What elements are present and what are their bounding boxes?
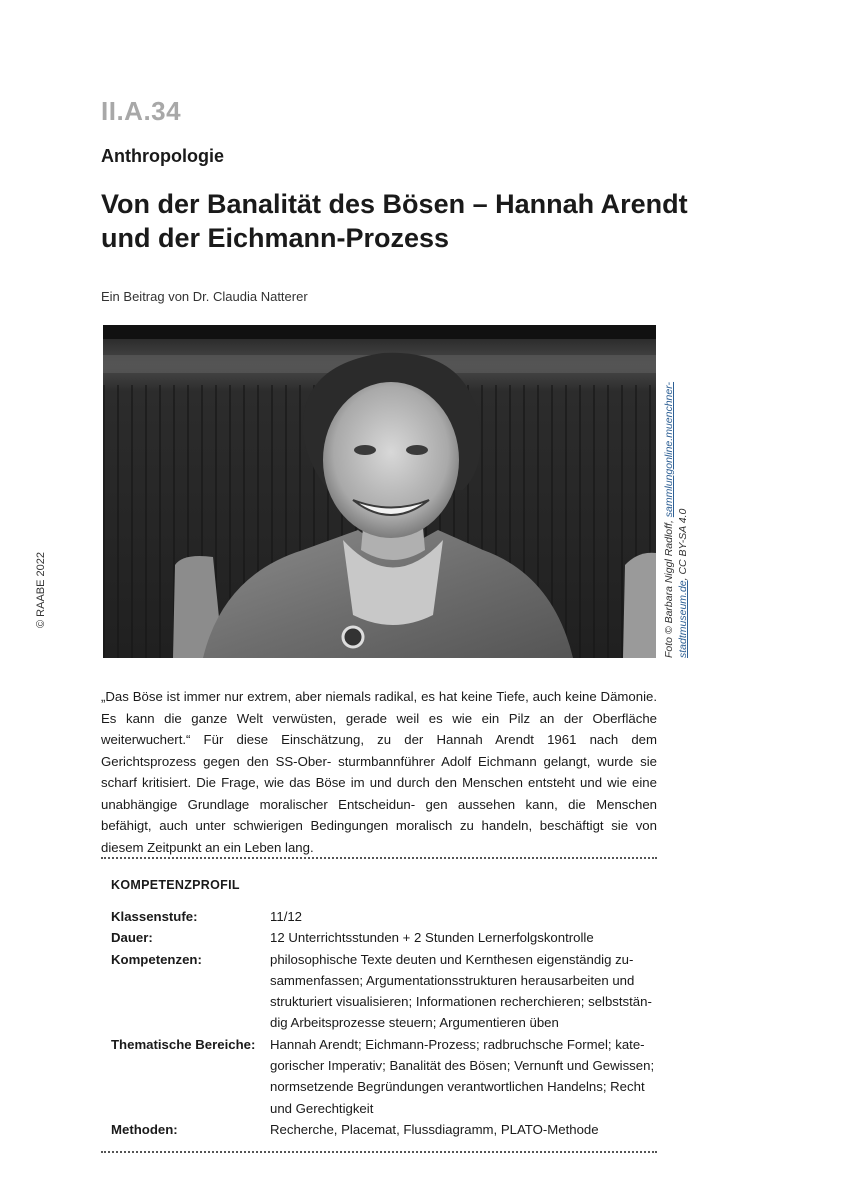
intro-line: kann die ganze Welt verwüsten, gerade weil es wie ein Pilz an der Oberfläche weiterwuchert.“ Für [101,710,657,747]
intro-line: diese Einschätzung, zu der Hannah Arendt 1961 nach dem Gerichtsprozess gegen den SS-Ober- [101,732,657,769]
profile-row [111,949,656,1034]
intro-line: und durch den Menschen entsteht und wie eine unabhängige Grundlage moralischer Entscheidun- [101,775,657,812]
profile-value: Hannah Arendt; Eichmann-Prozess; radbruchsche Formel; kate- gorischer Imperativ; Banalität des Bösen; Vernunft und Gewissen; normsetzende Begründungen verantwortlichen Handelns; Recht und Gerechtigkeit [270,1036,655,1116]
profile-row [111,1034,656,1119]
photo-credit-suffix: , CC BY-SA 4.0 [677,508,689,581]
divider-bottom [101,1151,657,1153]
profile-value: philosophische Texte deuten und Kernthesen eigenständig zu- sammenfassen; Argumentationsstrukturen herausarbeiten und strukturiert visualisieren; Informationen recherchieren; selbststän- dig Arbeitsprozesse steuern; Argumentieren üben [270,951,652,1031]
intro-line: gen aussehen kann, die Menschen befähigt, auch unter schwierigen Bedingungen moralisch zu [101,796,657,833]
photo-credit-link[interactable]: sammlungonline.muenchner-stadtmuseum.de [663,381,689,658]
portrait-photo-image [103,325,656,658]
profile-row [111,1119,656,1140]
divider-top [101,857,657,859]
title-line-2: und der Eichmann-Prozess [101,223,450,253]
intro-line: handeln, beschäftigt sie von diesem Zeitpunkt an ein Leben lang. [101,818,657,855]
profile-key: Kompetenzen: [111,951,202,967]
profile-row [111,927,656,948]
profile-key: Klassenstufe: [111,909,198,924]
copyright-notice: © RAABE 2022 [35,552,47,628]
subject-heading: Anthropologie [101,146,224,166]
profile-key: Methoden: [111,1121,178,1137]
page-title [101,187,701,255]
intro-paragraph [101,686,657,858]
profile-key: Thematische Bereiche: [111,1036,256,1052]
profile-value: 12 Unterrichtsstunden + 2 Stunden Lernerfolgskontrolle [270,930,594,946]
portrait-photo [103,325,656,658]
title-line-1: Von der Banalität des Bösen – Hannah Arendt [101,189,688,219]
profile-heading: KOMPETENZPROFIL [111,878,240,892]
unit-code: II.A.34 [101,96,182,126]
profile-key: Dauer: [111,930,153,946]
intro-line: sturmbannführer Adolf Eichmann gelangt, wurde sie scharf kritisiert. Die Frage, wie das Böse im [101,753,657,790]
profile-value: Recherche, Placemat, Flussdiagramm, PLATO-Methode [270,1121,599,1137]
author-line: Ein Beitrag von Dr. Claudia Natterer [101,289,308,304]
photo-credit-prefix: Foto © Barbara Niggl Radloff, [663,517,675,658]
competence-profile-table [111,906,656,1140]
profile-row [111,906,656,927]
profile-value: 11/12 [270,909,303,924]
intro-line: „Das Böse ist immer nur extrem, aber niemals radikal, es hat keine Tiefe, auch keine Dämonie. Es [101,689,657,726]
photo-credit [662,368,690,658]
